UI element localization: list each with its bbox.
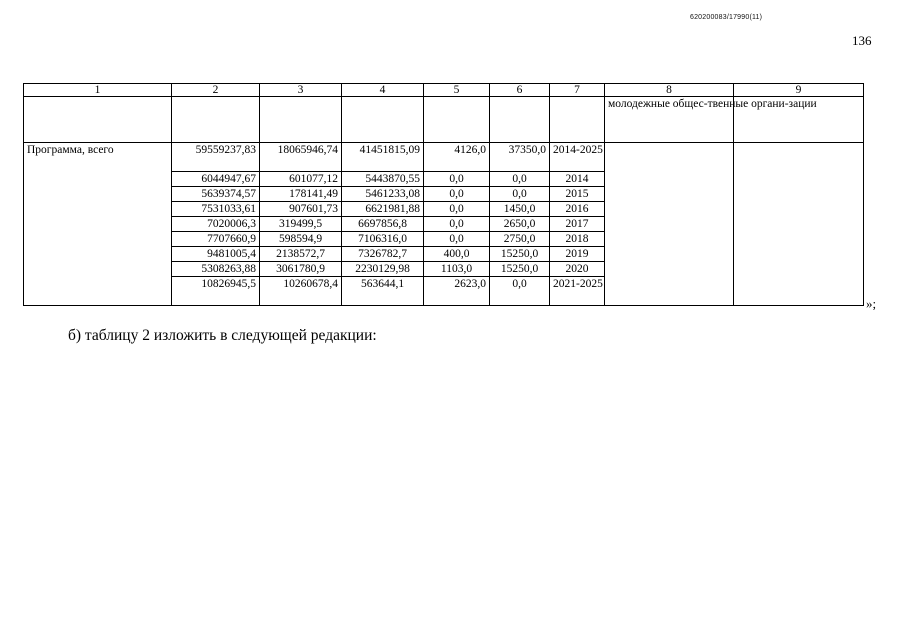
table-cell: 37350,0 [490,143,550,172]
document-code: 620200083/17990(11) [690,14,763,21]
table-cell: 178141,49 [260,187,342,202]
table-cell: 15250,0 [490,262,550,277]
column-header: 9 [734,84,864,97]
year-cell: 2014-2025 [550,143,605,172]
empty-cell [342,97,424,143]
empty-cell [550,97,605,143]
table-cell: 2650,0 [490,217,550,232]
table-cell: 18065946,74 [260,143,342,172]
table-cell: 0,0 [490,277,550,306]
executor-cell: молодежные общес-твенные органи-зации [605,97,734,143]
empty-cell [490,97,550,143]
table-cell: 9481005,4 [172,247,260,262]
column-header: 4 [342,84,424,97]
table-row [24,143,864,172]
column-header: 2 [172,84,260,97]
table-cell: 59559237,83 [172,143,260,172]
table-cell: 5308263,88 [172,262,260,277]
table-cell: 2750,0 [490,232,550,247]
year-cell: 2017 [550,217,605,232]
empty-cell [24,97,172,143]
program-label-cell: Программа, всего [24,143,172,306]
table-cell: 0,0 [424,217,490,232]
column-number-row [24,84,864,97]
table-cell: 907601,73 [260,202,342,217]
year-cell: 2019 [550,247,605,262]
empty-cell [734,143,864,306]
table-cell: 0,0 [490,187,550,202]
table-cell: 2230129,98 [342,262,424,277]
instruction-text: б) таблицу 2 изложить в следующей редакции: [68,327,377,344]
table-cell: 41451815,09 [342,143,424,172]
empty-cell [424,97,490,143]
program-funding-table [23,83,864,306]
table-cell: 7020006,3 [172,217,260,232]
table-cell: 5443870,55 [342,172,424,187]
empty-cell [605,143,734,306]
empty-cell [172,97,260,143]
table-cell: 7707660,9 [172,232,260,247]
column-header: 6 [490,84,550,97]
table-cell: 7326782,7 [342,247,424,262]
table-cell: 5461233,08 [342,187,424,202]
table-cell: 598594,9 [260,232,342,247]
table-cell: 3061780,9 [260,262,342,277]
column-header: 7 [550,84,605,97]
table-cell: 0,0 [490,172,550,187]
column-header: 1 [24,84,172,97]
table-cell: 2623,0 [424,277,490,306]
empty-cell [260,97,342,143]
year-cell: 2020 [550,262,605,277]
table-cell: 601077,12 [260,172,342,187]
table-cell: 7106316,0 [342,232,424,247]
year-cell: 2016 [550,202,605,217]
year-cell: 2014 [550,172,605,187]
table-cell: 6621981,88 [342,202,424,217]
column-header: 5 [424,84,490,97]
page-number: 136 [852,33,872,48]
table-cell: 400,0 [424,247,490,262]
year-cell: 2015 [550,187,605,202]
table-cell: 1103,0 [424,262,490,277]
table-cell: 5639374,57 [172,187,260,202]
table-cell: 0,0 [424,232,490,247]
table-cell: 6697856,8 [342,217,424,232]
table-cell: 0,0 [424,172,490,187]
table-cell: 10260678,4 [260,277,342,306]
table-cell: 319499,5 [260,217,342,232]
year-cell: 2021-2025 [550,277,605,306]
column-header: 3 [260,84,342,97]
year-cell: 2018 [550,232,605,247]
table-cell: 0,0 [424,202,490,217]
table-cell: 15250,0 [490,247,550,262]
continuation-row [24,97,864,143]
table-cell: 563644,1 [342,277,424,306]
table-cell: 1450,0 [490,202,550,217]
table-cell: 7531033,61 [172,202,260,217]
table-cell: 10826945,5 [172,277,260,306]
table-cell: 4126,0 [424,143,490,172]
column-header: 8 [605,84,734,97]
table-cell: 2138572,7 [260,247,342,262]
closing-quote: »; [866,296,877,311]
table-cell: 6044947,67 [172,172,260,187]
table-cell: 0,0 [424,187,490,202]
